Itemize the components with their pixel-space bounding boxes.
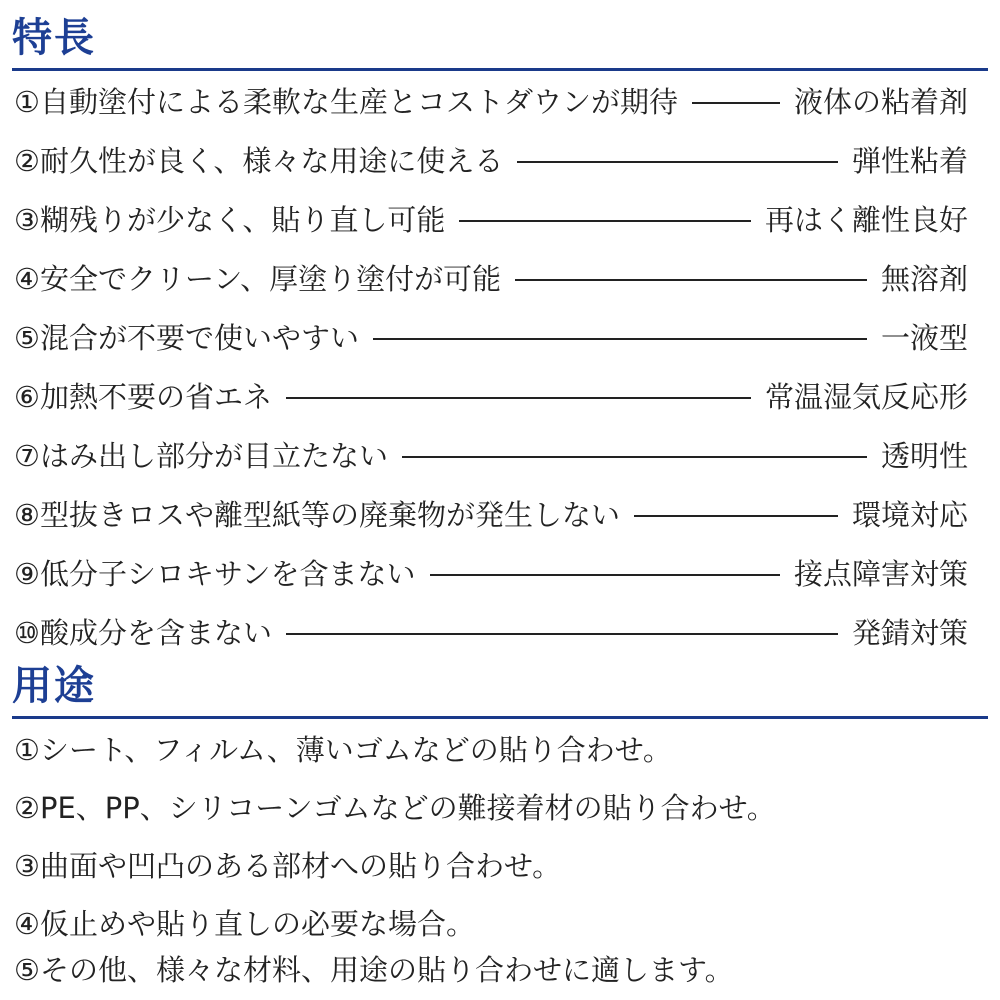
feature-text: ⑤混合が不要で使いやすい bbox=[14, 321, 359, 355]
leader-line bbox=[692, 102, 780, 104]
use-item-5: ⑤その他、様々な材料、用途の貼り合わせに適します。 bbox=[14, 953, 734, 987]
leader-line bbox=[459, 220, 751, 222]
leader-line bbox=[373, 338, 867, 340]
leader-line bbox=[634, 515, 838, 517]
use-item-1: ①シート、フィルム、薄いゴムなどの貼り合わせ。 bbox=[14, 733, 672, 767]
feature-keyword: 無溶剤 bbox=[880, 262, 968, 296]
leader-line bbox=[515, 279, 867, 281]
uses-title: 用途 bbox=[12, 663, 96, 709]
feature-keyword: 再はく離性良好 bbox=[764, 203, 968, 237]
feature-text: ⑩酸成分を含まない bbox=[14, 616, 272, 650]
feature-text: ⑥加熱不要の省エネ bbox=[14, 380, 272, 414]
feature-keyword: 発錆対策 bbox=[851, 616, 968, 650]
feature-text: ④安全でクリーン、厚塗り塗付が可能 bbox=[14, 262, 502, 296]
feature-row-8 bbox=[14, 491, 968, 539]
leader-line bbox=[430, 574, 780, 576]
feature-keyword: 常温湿気反応形 bbox=[764, 380, 968, 414]
features-title: 特長 bbox=[12, 15, 96, 61]
uses-header bbox=[12, 658, 988, 719]
feature-text: ①自動塗付による柔軟な生産とコストダウンが期待 bbox=[14, 85, 678, 119]
feature-row-7 bbox=[14, 432, 968, 480]
leader-line bbox=[286, 397, 751, 399]
feature-row-6 bbox=[14, 373, 968, 421]
feature-keyword: 接点障害対策 bbox=[793, 557, 968, 591]
feature-keyword: 透明性 bbox=[880, 439, 968, 473]
leader-line bbox=[402, 456, 867, 458]
feature-text: ⑧型抜きロスや離型紙等の廃棄物が発生しない bbox=[14, 498, 620, 532]
use-item-2: ②PE、PP、シリコーンゴムなどの難接着材の貼り合わせ。 bbox=[14, 791, 776, 825]
feature-text: ②耐久性が良く、様々な用途に使える bbox=[14, 144, 504, 178]
feature-text: ⑨低分子シロキサンを含まない bbox=[14, 557, 416, 591]
feature-row-2 bbox=[14, 137, 968, 185]
feature-row-10 bbox=[14, 609, 968, 657]
feature-row-9 bbox=[14, 550, 968, 598]
features-header bbox=[12, 10, 988, 71]
feature-row-1 bbox=[14, 78, 968, 126]
use-item-4: ④仮止めや貼り直しの必要な場合。 bbox=[14, 907, 475, 941]
feature-keyword: 環境対応 bbox=[851, 498, 968, 532]
feature-text: ⑦はみ出し部分が目立たない bbox=[14, 439, 388, 473]
feature-keyword: 弾性粘着 bbox=[851, 144, 968, 178]
leader-line bbox=[286, 633, 838, 635]
feature-keyword: 液体の粘着剤 bbox=[793, 85, 968, 119]
feature-row-5 bbox=[14, 314, 968, 362]
feature-row-3 bbox=[14, 196, 968, 244]
use-item-3: ③曲面や凹凸のある部材への貼り合わせ。 bbox=[14, 849, 562, 883]
leader-line bbox=[517, 161, 838, 163]
feature-row-4 bbox=[14, 255, 968, 303]
feature-text: ③糊残りが少なく、貼り直し可能 bbox=[14, 203, 446, 237]
feature-keyword: 一液型 bbox=[880, 321, 968, 355]
